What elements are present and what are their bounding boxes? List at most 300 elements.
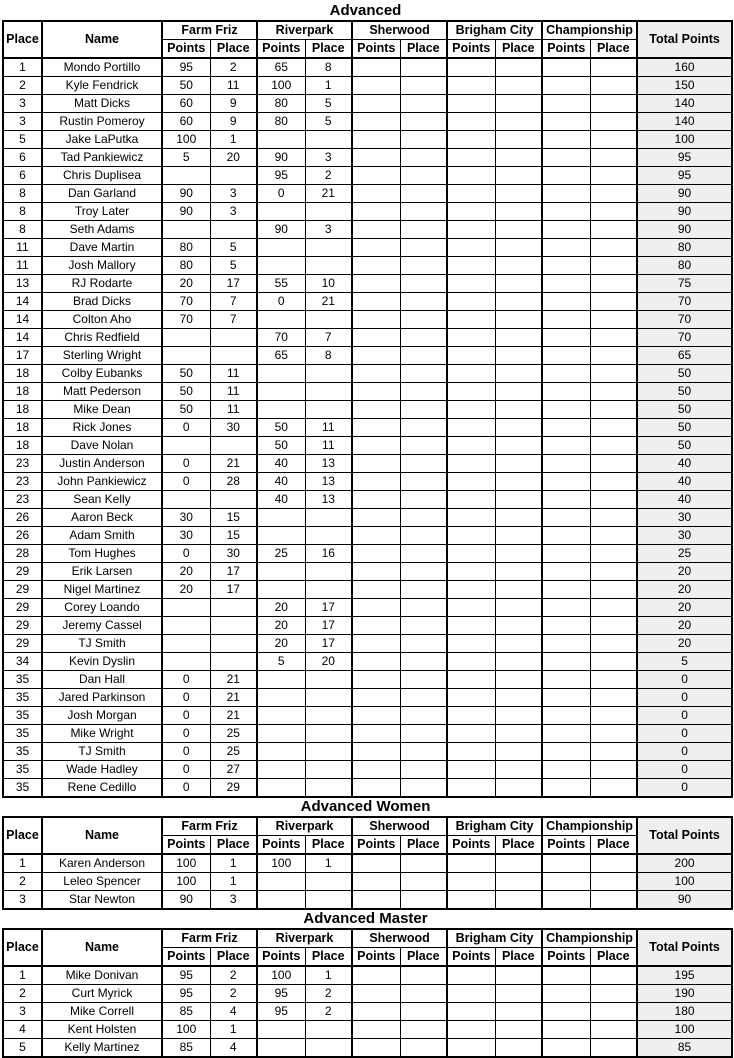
points-cell: 95	[257, 985, 305, 1003]
points-cell	[257, 671, 305, 689]
points-cell: 5	[257, 653, 305, 671]
place-cell	[590, 239, 637, 257]
result-row	[3, 725, 732, 743]
place-cell	[590, 293, 637, 311]
place-cell: 11	[210, 77, 257, 95]
points-cell: 0	[162, 419, 210, 437]
place-cell	[590, 347, 637, 365]
place-cell	[590, 563, 637, 581]
total-points-cell: 0	[637, 743, 732, 761]
points-cell: 95	[257, 167, 305, 185]
result-row	[3, 329, 732, 347]
points-cell: 0	[162, 743, 210, 761]
place-cell: 1	[3, 966, 42, 985]
place-cell	[495, 113, 542, 131]
points-cell: 100	[162, 131, 210, 149]
col-subheader-points: Points	[257, 40, 305, 59]
place-cell	[305, 131, 352, 149]
points-cell	[352, 419, 400, 437]
col-header-event-championship: Championship	[542, 21, 637, 40]
points-cell	[162, 347, 210, 365]
points-cell	[352, 545, 400, 563]
total-points-cell: 20	[637, 617, 732, 635]
points-cell	[447, 311, 495, 329]
place-cell	[495, 239, 542, 257]
place-cell: 18	[3, 365, 42, 383]
points-cell	[447, 509, 495, 527]
points-cell	[542, 293, 590, 311]
points-cell: 100	[257, 854, 305, 873]
place-cell: 17	[210, 581, 257, 599]
place-cell	[305, 383, 352, 401]
points-cell	[257, 311, 305, 329]
col-header-event-brigham-city: Brigham City	[447, 817, 542, 836]
name-cell: Karen Anderson	[42, 854, 162, 873]
place-cell	[590, 1003, 637, 1021]
name-cell: Rustin Pomeroy	[42, 113, 162, 131]
place-cell	[400, 545, 447, 563]
points-cell	[352, 617, 400, 635]
place-cell: 34	[3, 653, 42, 671]
points-cell	[542, 77, 590, 95]
place-cell	[305, 365, 352, 383]
place-cell: 3	[305, 149, 352, 167]
place-cell	[495, 329, 542, 347]
name-cell: Dave Martin	[42, 239, 162, 257]
place-cell: 8	[3, 185, 42, 203]
place-cell	[590, 383, 637, 401]
place-cell: 7	[210, 311, 257, 329]
total-points-cell: 0	[637, 779, 732, 798]
place-cell: 18	[3, 383, 42, 401]
place-cell	[495, 203, 542, 221]
points-cell	[352, 347, 400, 365]
place-cell: 3	[3, 891, 42, 910]
place-cell	[590, 257, 637, 275]
place-cell	[400, 563, 447, 581]
total-points-cell: 200	[637, 854, 732, 873]
place-cell	[495, 167, 542, 185]
total-points-cell: 195	[637, 966, 732, 985]
col-header-event-brigham-city: Brigham City	[447, 21, 542, 40]
result-row	[3, 563, 732, 581]
place-cell	[400, 365, 447, 383]
points-cell	[542, 1003, 590, 1021]
points-cell	[542, 854, 590, 873]
result-row	[3, 275, 732, 293]
place-cell	[495, 635, 542, 653]
points-cell: 0	[162, 671, 210, 689]
points-cell	[447, 131, 495, 149]
points-cell	[542, 707, 590, 725]
result-row	[3, 1039, 732, 1058]
points-cell	[542, 581, 590, 599]
total-points-cell: 0	[637, 689, 732, 707]
result-row	[3, 854, 732, 873]
name-cell: Troy Later	[42, 203, 162, 221]
col-subheader-place: Place	[210, 948, 257, 967]
name-cell: Sterling Wright	[42, 347, 162, 365]
total-points-cell: 50	[637, 365, 732, 383]
points-cell	[447, 365, 495, 383]
section-title-advanced: Advanced	[329, 2, 402, 19]
total-points-cell: 140	[637, 95, 732, 113]
points-cell	[542, 985, 590, 1003]
points-cell	[352, 599, 400, 617]
name-cell: TJ Smith	[42, 743, 162, 761]
points-cell	[447, 455, 495, 473]
points-cell: 40	[257, 455, 305, 473]
place-cell	[495, 527, 542, 545]
col-header-name: Name	[42, 21, 162, 58]
place-cell	[590, 581, 637, 599]
place-cell	[400, 761, 447, 779]
place-cell	[495, 58, 542, 77]
place-cell: 21	[210, 707, 257, 725]
total-points-cell: 190	[637, 985, 732, 1003]
result-row	[3, 221, 732, 239]
points-cell	[447, 854, 495, 873]
points-cell: 20	[162, 275, 210, 293]
points-cell	[542, 545, 590, 563]
header-row-events	[3, 817, 732, 836]
col-header-name: Name	[42, 817, 162, 854]
header-row-events	[3, 21, 732, 40]
total-points-cell: 70	[637, 293, 732, 311]
col-subheader-points: Points	[447, 948, 495, 967]
place-cell	[305, 527, 352, 545]
place-cell: 28	[210, 473, 257, 491]
name-cell: Matt Pederson	[42, 383, 162, 401]
place-cell	[590, 707, 637, 725]
points-cell	[447, 77, 495, 95]
result-row	[3, 873, 732, 891]
result-row	[3, 689, 732, 707]
place-cell	[400, 527, 447, 545]
points-cell	[352, 854, 400, 873]
points-cell	[447, 1003, 495, 1021]
points-cell	[352, 1039, 400, 1058]
place-cell	[305, 761, 352, 779]
place-cell	[400, 966, 447, 985]
place-cell	[590, 509, 637, 527]
points-cell	[352, 455, 400, 473]
points-cell	[542, 95, 590, 113]
place-cell	[495, 545, 542, 563]
place-cell	[400, 437, 447, 455]
place-cell	[590, 437, 637, 455]
points-cell	[352, 473, 400, 491]
points-cell	[352, 167, 400, 185]
place-cell	[210, 617, 257, 635]
place-cell	[305, 873, 352, 891]
place-cell: 16	[305, 545, 352, 563]
points-cell	[542, 401, 590, 419]
points-cell: 90	[162, 203, 210, 221]
points-cell	[542, 635, 590, 653]
total-points-cell: 0	[637, 761, 732, 779]
points-cell: 70	[257, 329, 305, 347]
place-cell	[210, 635, 257, 653]
result-row	[3, 58, 732, 77]
points-cell: 95	[162, 966, 210, 985]
col-header-event-brigham-city: Brigham City	[447, 929, 542, 948]
result-row	[3, 761, 732, 779]
result-row	[3, 779, 732, 798]
result-row	[3, 581, 732, 599]
points-cell	[447, 725, 495, 743]
place-cell: 4	[3, 1021, 42, 1039]
total-points-cell: 40	[637, 473, 732, 491]
points-cell	[447, 966, 495, 985]
place-cell: 21	[305, 185, 352, 203]
place-cell	[400, 221, 447, 239]
points-cell	[162, 221, 210, 239]
points-cell	[542, 761, 590, 779]
result-row	[3, 653, 732, 671]
col-subheader-points: Points	[352, 40, 400, 59]
place-cell: 13	[305, 473, 352, 491]
points-cell	[162, 491, 210, 509]
result-row	[3, 347, 732, 365]
points-cell	[352, 653, 400, 671]
place-cell	[590, 58, 637, 77]
place-cell	[400, 854, 447, 873]
col-header-place: Place	[3, 817, 42, 854]
place-cell	[400, 581, 447, 599]
points-cell	[447, 293, 495, 311]
section-title-advanced-women: Advanced Women	[300, 798, 431, 815]
points-cell	[447, 437, 495, 455]
place-cell	[495, 221, 542, 239]
place-cell: 1	[305, 77, 352, 95]
col-subheader-points: Points	[352, 836, 400, 855]
place-cell	[400, 329, 447, 347]
place-cell: 27	[210, 761, 257, 779]
place-cell	[590, 653, 637, 671]
points-cell: 70	[162, 311, 210, 329]
result-row	[3, 293, 732, 311]
total-points-cell: 100	[637, 131, 732, 149]
points-cell: 80	[162, 239, 210, 257]
points-cell	[447, 545, 495, 563]
place-cell	[495, 725, 542, 743]
points-cell	[542, 743, 590, 761]
result-row	[3, 545, 732, 563]
result-row	[3, 203, 732, 221]
place-cell	[590, 491, 637, 509]
place-cell: 11	[3, 239, 42, 257]
section-title-advanced-master: Advanced Master	[303, 910, 428, 927]
col-subheader-place: Place	[495, 836, 542, 855]
points-cell	[447, 347, 495, 365]
total-points-cell: 75	[637, 275, 732, 293]
result-row	[3, 437, 732, 455]
place-cell	[590, 891, 637, 910]
points-cell	[447, 707, 495, 725]
points-cell	[352, 1021, 400, 1039]
result-row	[3, 113, 732, 131]
result-row	[3, 707, 732, 725]
place-cell: 11	[305, 419, 352, 437]
place-cell: 29	[3, 581, 42, 599]
place-cell	[210, 329, 257, 347]
place-cell	[590, 131, 637, 149]
points-cell: 50	[162, 401, 210, 419]
place-cell: 35	[3, 761, 42, 779]
place-cell	[400, 689, 447, 707]
points-cell	[257, 1039, 305, 1058]
points-cell	[542, 873, 590, 891]
place-cell	[495, 437, 542, 455]
points-cell	[257, 509, 305, 527]
place-cell: 11	[210, 401, 257, 419]
points-cell	[542, 149, 590, 167]
total-points-cell: 100	[637, 1021, 732, 1039]
points-cell	[352, 275, 400, 293]
place-cell	[400, 725, 447, 743]
place-cell	[590, 401, 637, 419]
total-points-cell: 0	[637, 725, 732, 743]
col-subheader-place: Place	[590, 40, 637, 59]
place-cell: 8	[3, 221, 42, 239]
place-cell	[590, 329, 637, 347]
points-cell: 65	[257, 58, 305, 77]
place-cell	[495, 419, 542, 437]
place-cell	[495, 401, 542, 419]
place-cell	[495, 509, 542, 527]
total-points-cell: 150	[637, 77, 732, 95]
place-cell: 13	[305, 455, 352, 473]
place-cell	[590, 725, 637, 743]
result-row	[3, 491, 732, 509]
name-cell: Corey Loando	[42, 599, 162, 617]
total-points-cell: 20	[637, 599, 732, 617]
name-cell: Rick Jones	[42, 419, 162, 437]
col-header-place: Place	[3, 929, 42, 966]
place-cell: 1	[3, 854, 42, 873]
place-cell: 2	[3, 985, 42, 1003]
points-cell	[447, 653, 495, 671]
points-cell: 0	[257, 293, 305, 311]
points-cell: 25	[257, 545, 305, 563]
points-cell	[352, 779, 400, 798]
place-cell	[590, 275, 637, 293]
place-cell: 2	[210, 58, 257, 77]
place-cell	[495, 891, 542, 910]
result-row	[3, 966, 732, 985]
place-cell	[400, 203, 447, 221]
total-points-cell: 30	[637, 527, 732, 545]
points-cell	[257, 743, 305, 761]
place-cell: 21	[305, 293, 352, 311]
points-cell: 90	[257, 221, 305, 239]
col-subheader-points: Points	[162, 40, 210, 59]
points-cell	[162, 329, 210, 347]
place-cell	[495, 293, 542, 311]
points-cell	[447, 689, 495, 707]
points-cell	[542, 671, 590, 689]
result-row	[3, 1021, 732, 1039]
points-cell	[257, 401, 305, 419]
place-cell	[590, 854, 637, 873]
result-row	[3, 1003, 732, 1021]
total-points-cell: 70	[637, 329, 732, 347]
name-cell: Colton Aho	[42, 311, 162, 329]
place-cell	[210, 167, 257, 185]
points-cell	[447, 779, 495, 798]
result-row	[3, 131, 732, 149]
result-row	[3, 77, 732, 95]
total-points-cell: 90	[637, 203, 732, 221]
place-cell	[495, 707, 542, 725]
points-cell: 50	[162, 77, 210, 95]
points-cell: 20	[162, 581, 210, 599]
points-cell: 100	[257, 966, 305, 985]
place-cell: 10	[305, 275, 352, 293]
points-cell	[257, 563, 305, 581]
place-cell	[590, 95, 637, 113]
place-cell: 2	[3, 77, 42, 95]
place-cell	[210, 599, 257, 617]
points-cell: 80	[257, 95, 305, 113]
place-cell	[400, 455, 447, 473]
result-row	[3, 985, 732, 1003]
name-cell: Jeremy Cassel	[42, 617, 162, 635]
points-cell: 30	[162, 527, 210, 545]
points-cell	[257, 1021, 305, 1039]
points-cell	[542, 221, 590, 239]
place-cell: 1	[3, 58, 42, 77]
points-cell	[542, 185, 590, 203]
place-cell	[495, 1003, 542, 1021]
points-cell	[542, 113, 590, 131]
place-cell: 21	[210, 671, 257, 689]
points-cell: 40	[257, 473, 305, 491]
points-cell	[542, 275, 590, 293]
points-cell	[257, 689, 305, 707]
col-subheader-points: Points	[542, 836, 590, 855]
place-cell: 35	[3, 689, 42, 707]
place-cell: 26	[3, 509, 42, 527]
points-cell	[542, 1021, 590, 1039]
place-cell	[400, 77, 447, 95]
points-cell: 100	[162, 873, 210, 891]
name-cell: Brad Dicks	[42, 293, 162, 311]
points-cell	[447, 275, 495, 293]
col-subheader-place: Place	[495, 40, 542, 59]
total-points-cell: 50	[637, 383, 732, 401]
place-cell	[495, 581, 542, 599]
points-cell	[542, 509, 590, 527]
points-cell	[542, 365, 590, 383]
place-cell	[305, 743, 352, 761]
place-cell	[400, 95, 447, 113]
name-cell: Adam Smith	[42, 527, 162, 545]
place-cell: 14	[3, 329, 42, 347]
place-cell	[400, 275, 447, 293]
name-cell: Jake LaPutka	[42, 131, 162, 149]
place-cell	[590, 221, 637, 239]
points-cell	[542, 1039, 590, 1058]
points-cell	[352, 383, 400, 401]
total-points-cell: 100	[637, 873, 732, 891]
name-cell: Dave Nolan	[42, 437, 162, 455]
name-cell: Sean Kelly	[42, 491, 162, 509]
total-points-cell: 20	[637, 563, 732, 581]
points-cell	[352, 966, 400, 985]
place-cell	[590, 1021, 637, 1039]
